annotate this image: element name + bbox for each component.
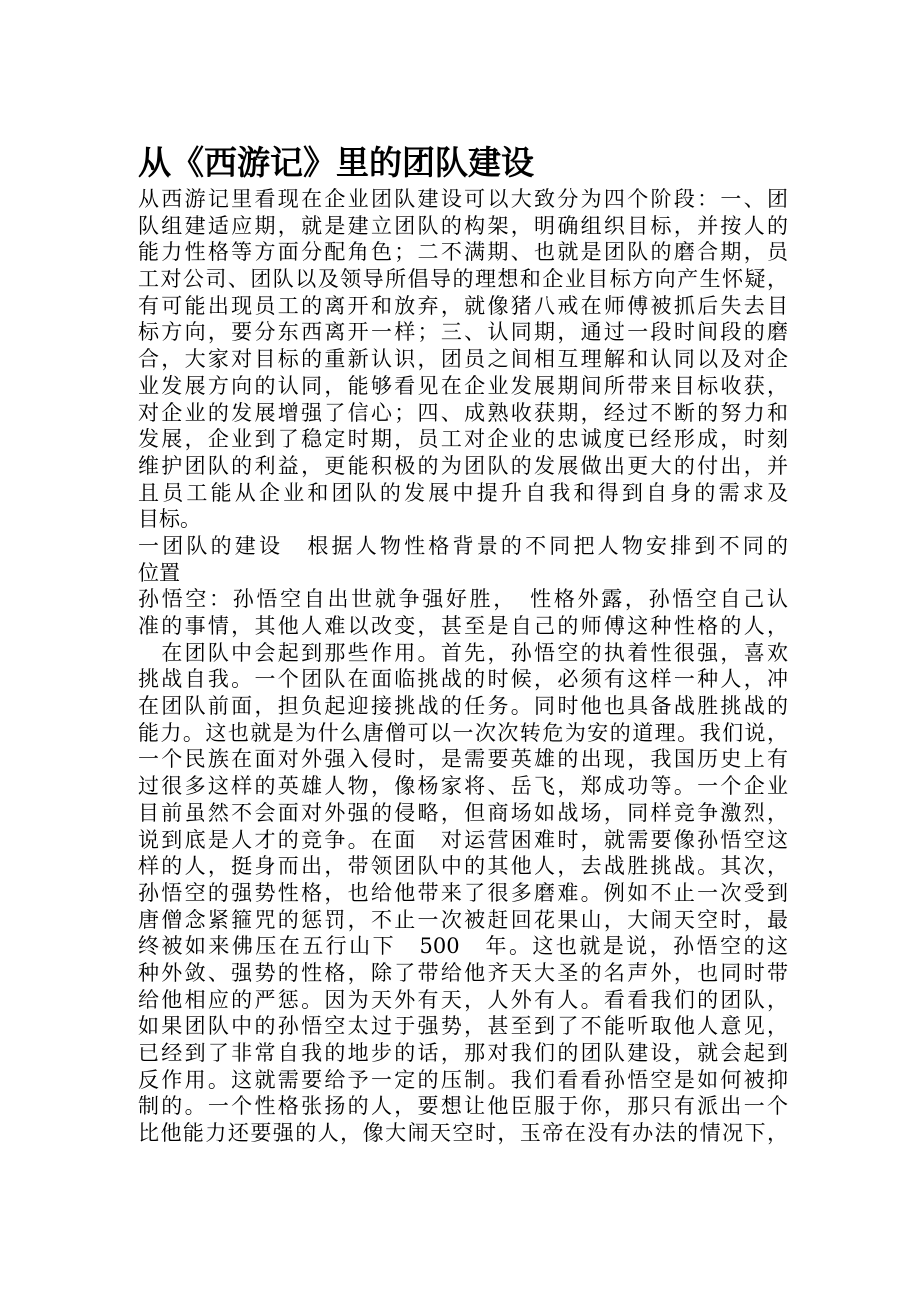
text-line: 合，大家对目标的重新认识，团员之间相互理解和认同以及对企 bbox=[138, 347, 788, 372]
text-line: 能力性格等方面分配角色；二不满期、也就是团队的磨合期，员 bbox=[138, 240, 788, 265]
text-line: 工对公司、团队以及领导所倡导的理想和企业目标方向产生怀疑， bbox=[138, 267, 788, 292]
text-line: 准的事情，其他人难以改变，甚至是自己的师傅这种性格的人， bbox=[138, 614, 788, 638]
document-page bbox=[138, 140, 788, 1147]
text-line: 目标。 bbox=[138, 507, 201, 532]
text-line: 制的。一个性格张扬的人，要想让他臣服于你，那只有派出一个 bbox=[138, 1094, 788, 1119]
text-line: 维护团队的利益，更能积极的为团队的发展做出更大的付出，并 bbox=[138, 453, 788, 478]
text-line: 标方向，要分东西离开一样；三、认同期，通过一段时间段的磨 bbox=[138, 320, 788, 345]
text-line: 目前虽然不会面对外强的侵略，但商场如战场，同样竞争激烈， bbox=[138, 800, 788, 825]
text-line: 一团队的建设 根据人物性格背景的不同把人物安排到不同的 bbox=[138, 533, 788, 558]
text-line: 在团队中会起到那些作用。首先，孙悟空的执着性很强，喜欢 bbox=[138, 640, 788, 665]
text-line: 对企业的发展增强了信心；四、成熟收获期，经过不断的努力和 bbox=[138, 400, 788, 425]
text-line: 比他能力还要强的人，像大闹天空时，玉帝在没有办法的情况下， bbox=[138, 1121, 788, 1146]
text-line: 能力。这也就是为什么唐僧可以一次次转危为安的道理。我们说， bbox=[138, 720, 788, 745]
text-line: 过很多这样的英雄人物，像杨家将、岳飞，郑成功等。一个企业 bbox=[138, 774, 788, 799]
text-line: 且员工能从企业和团队的发展中提升自我和得到自身的需求及 bbox=[138, 480, 788, 505]
text-line: 队组建适应期，就是建立团队的构架，明确组织目标，并按人的 bbox=[138, 213, 788, 238]
text-line: 挑战自我。一个团队在面临挑战的时候，必须有这样一种人，冲 bbox=[138, 667, 788, 692]
text-line: 样的人，挺身而出，带领团队中的其他人，去战胜挑战。其次， bbox=[138, 854, 788, 879]
text-line: 孙悟空的强势性格，也给他带来了很多磨难。例如不止一次受到 bbox=[138, 880, 788, 905]
text-line: 已经到了非常自我的地步的话，那对我们的团队建设，就会起到 bbox=[138, 1041, 788, 1065]
document-title: 从《西游记》里的团队建设 bbox=[138, 143, 534, 182]
text-line: 唐僧念紧箍咒的惩罚，不止一次被赶回花果山，大闹天空时，最 bbox=[138, 907, 788, 932]
text-line: 说到底是人才的竞争。在面 对运营困难时，就需要像孙悟空这 bbox=[138, 827, 788, 852]
text-line: 反作用。这就需要给予一定的压制。我们看看孙悟空是如何被抑 bbox=[138, 1067, 788, 1092]
text-line: 种外敛、强势的性格，除了带给他齐天大圣的名声外，也同时带 bbox=[138, 960, 788, 985]
text-line: 如果团队中的孙悟空太过于强势，甚至到了不能听取他人意见， bbox=[138, 1014, 788, 1039]
text-line: 给他相应的严惩。因为天外有天，人外有人。看看我们的团队， bbox=[138, 987, 788, 1012]
text-line: 终被如来佛压在五行山下 500 年。这也就是说，孙悟空的这 bbox=[138, 934, 788, 959]
text-line: 业发展方向的认同，能够看见在企业发展期间所带来目标收获， bbox=[138, 373, 788, 398]
text-line: 在团队前面，担负起迎接挑战的任务。同时他也具备战胜挑战的 bbox=[138, 694, 788, 719]
text-line: 从西游记里看现在企业团队建设可以大致分为四个阶段：一、团 bbox=[138, 187, 788, 211]
document-body bbox=[138, 186, 788, 1147]
text-line: 一个民族在面对外强入侵时，是需要英雄的出现，我国历史上有 bbox=[138, 747, 788, 772]
text-line: 位置 bbox=[138, 560, 180, 585]
text-line: 孙悟空：孙悟空自出世就争强好胜， 性格外露，孙悟空自己认 bbox=[138, 587, 788, 612]
text-line: 发展，企业到了稳定时期，员工对企业的忠诚度已经形成，时刻 bbox=[138, 427, 788, 452]
text-line: 有可能出现员工的离开和放弃，就像猪八戒在师傅被抓后失去目 bbox=[138, 293, 788, 318]
